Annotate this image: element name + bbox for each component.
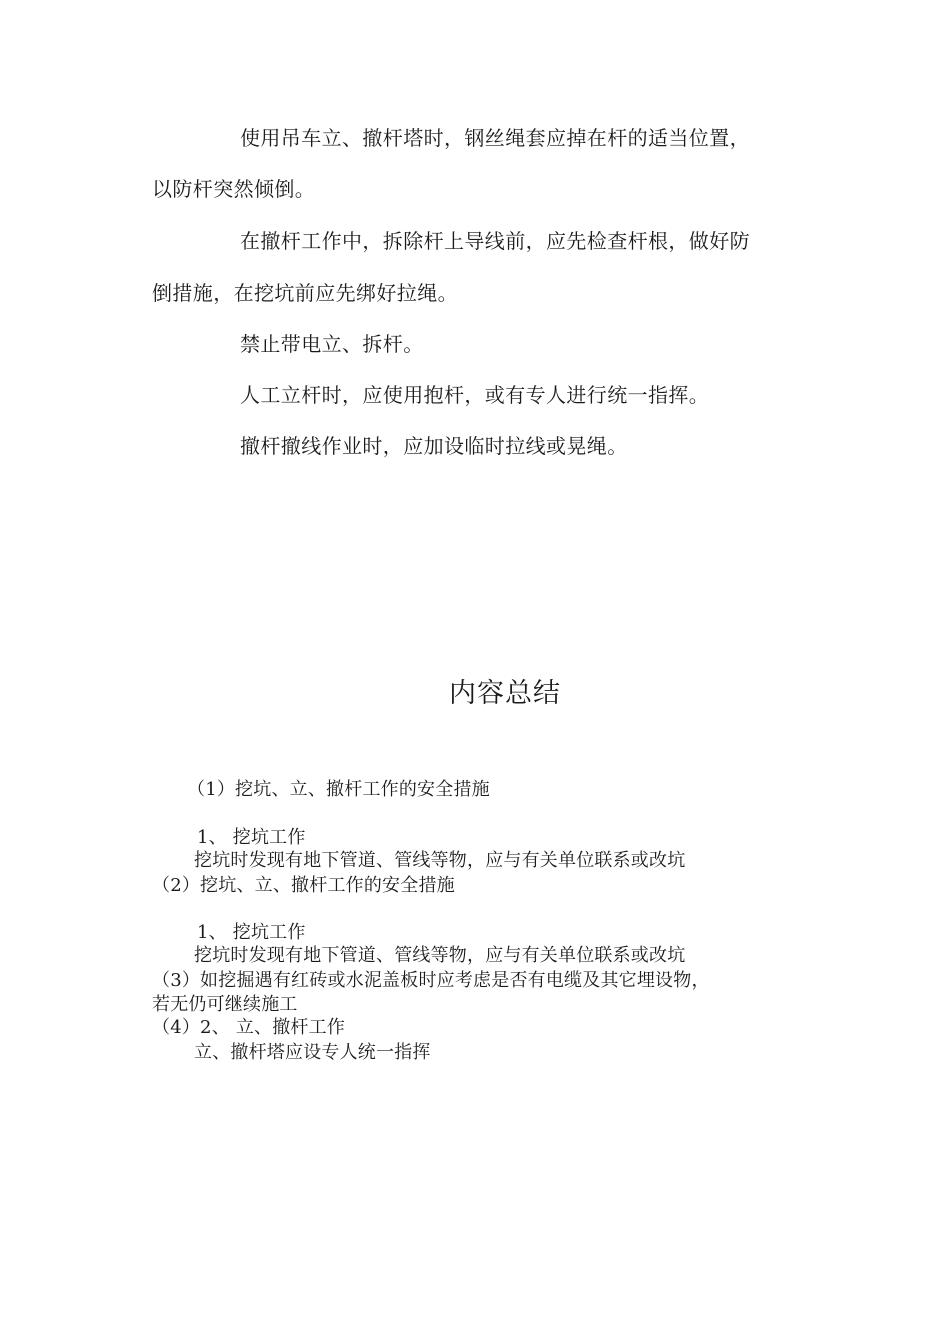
summary-line: （3）如挖掘遇有红砖或水泥盖板时应考虑是否有电缆及其它埋设物， [152,970,710,991]
body-paragraph-line: 倒措施，在挖坑前应先绑好拉绳。 [152,281,458,305]
summary-line: 1、 挖坑工作 [197,922,306,943]
summary-line: （1）挖坑、立、撤杆工作的安全措施 [187,779,490,800]
summary-line: （4）2、 立、撤杆工作 [152,1017,346,1038]
body-paragraph-line: 人工立杆时，应使用抱杆，或有专人进行统一指挥。 [240,383,710,407]
summary-title: 内容总结 [449,678,561,709]
body-paragraph-line: 撤杆撤线作业时，应加设临时拉线或晃绳。 [240,434,628,458]
body-paragraph-line: 在撤杆工作中，拆除杆上导线前，应先检查杆根，做好防 [240,229,750,253]
body-paragraph-line: 以防杆突然倾倒。 [152,177,316,201]
summary-line: 挖坑时发现有地下管道、管线等物，应与有关单位联系或改坑 [194,945,686,966]
summary-line: 1、 挖坑工作 [197,827,306,848]
summary-line: 立、撤杆塔应设专人统一指挥 [194,1042,431,1063]
summary-line: 若无仍可继续施工 [152,994,298,1015]
summary-line: （2）挖坑、立、撤杆工作的安全措施 [152,875,455,896]
body-paragraph-line: 禁止带电立、拆杆。 [240,332,424,356]
summary-line: 挖坑时发现有地下管道、管线等物，应与有关单位联系或改坑 [194,850,686,871]
body-paragraph-line: 使用吊车立、撤杆塔时，钢丝绳套应掉在杆的适当位置， [240,126,750,150]
